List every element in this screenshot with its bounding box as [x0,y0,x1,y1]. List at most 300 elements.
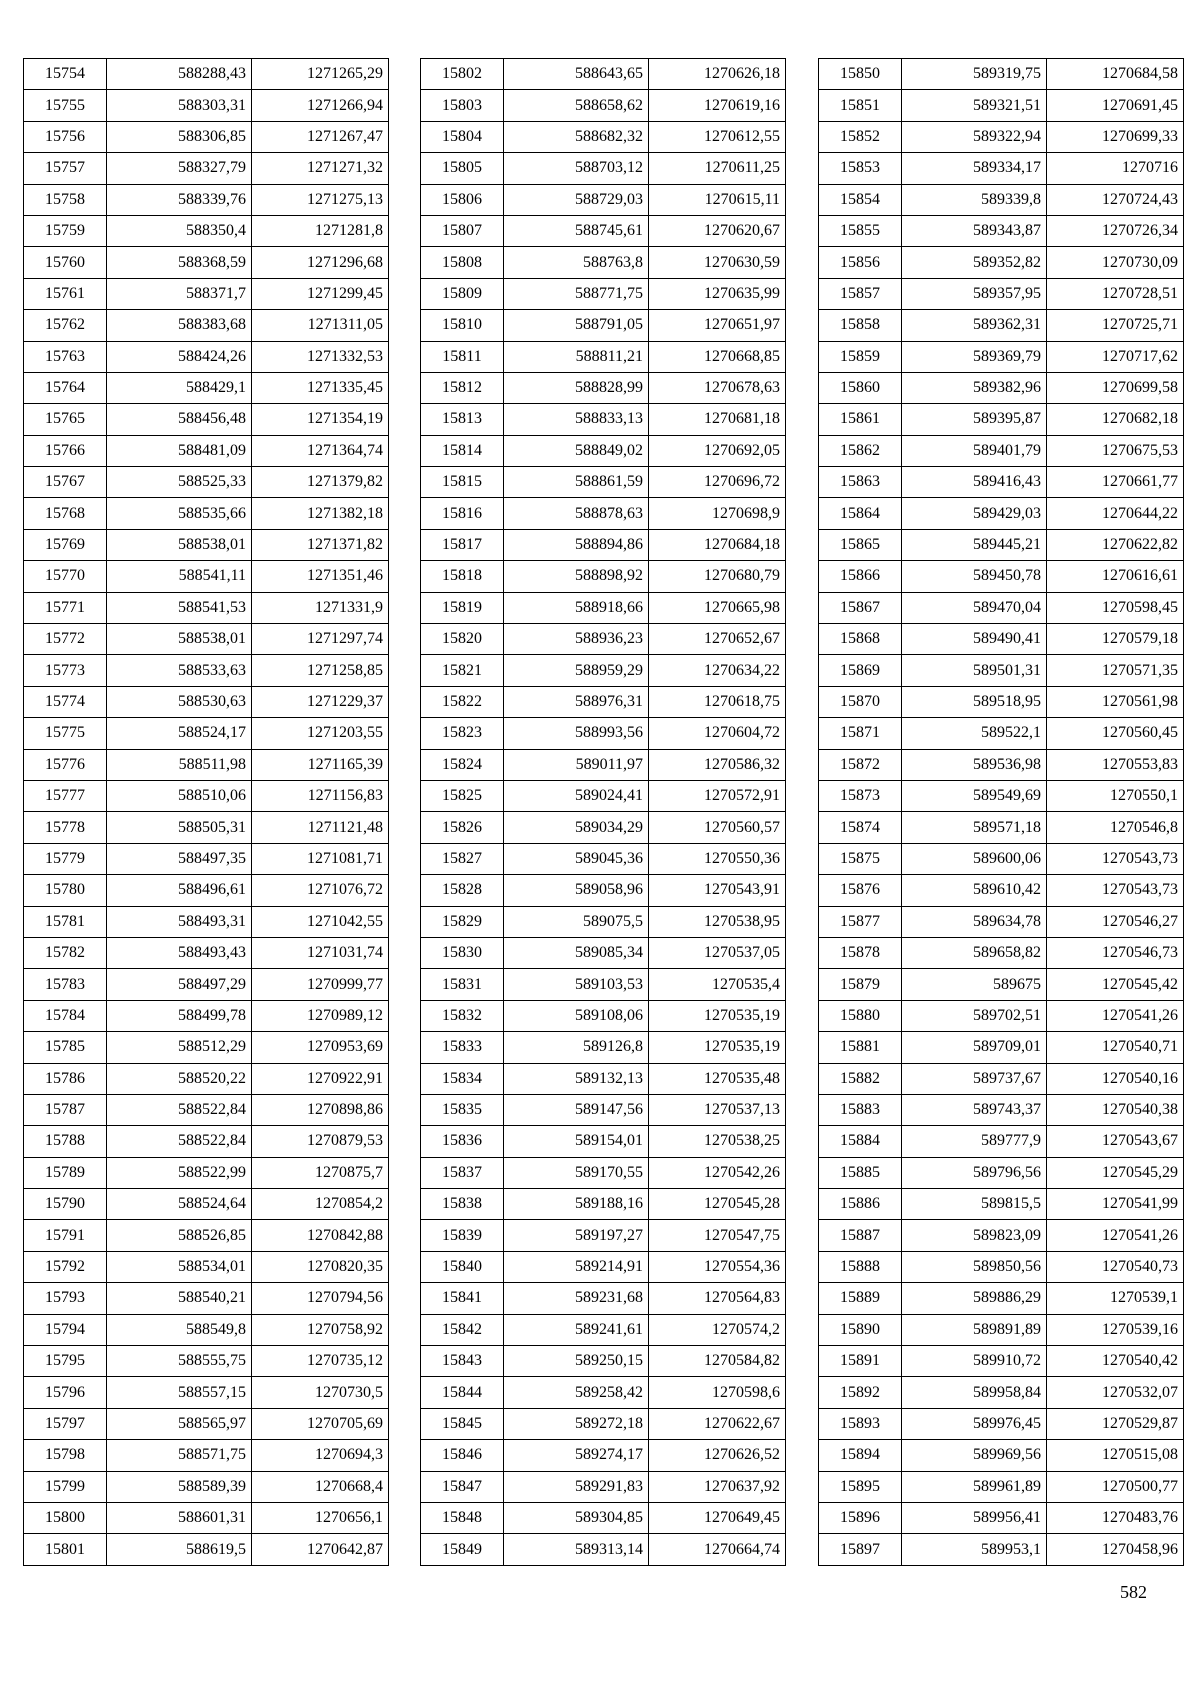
point-number-cell: 15839 [421,1220,504,1251]
x-coordinate-cell: 589536,98 [902,749,1047,780]
y-coordinate-cell: 1270586,32 [649,749,786,780]
y-coordinate-cell: 1270538,95 [649,906,786,937]
point-number-cell: 15780 [24,875,107,906]
table-row [421,529,786,560]
point-number-cell: 15820 [421,624,504,655]
table-row [819,843,1184,874]
y-coordinate-cell: 1270550,1 [1047,780,1184,811]
x-coordinate-cell: 588878,63 [504,498,649,529]
point-number-cell: 15842 [421,1314,504,1345]
y-coordinate-cell: 1270725,71 [1047,310,1184,341]
point-number-cell: 15863 [819,467,902,498]
x-coordinate-cell: 588306,85 [107,121,252,152]
table-row [819,718,1184,749]
point-number-cell: 15855 [819,215,902,246]
point-number-cell: 15757 [24,153,107,184]
x-coordinate-cell: 589737,67 [902,1063,1047,1094]
table-row [24,592,389,623]
table-row [819,59,1184,90]
point-number-cell: 15886 [819,1189,902,1220]
point-number-cell: 15880 [819,1000,902,1031]
table-row [24,1502,389,1533]
x-coordinate-cell: 589395,87 [902,404,1047,435]
point-number-cell: 15840 [421,1251,504,1282]
y-coordinate-cell: 1270540,73 [1047,1251,1184,1282]
table-row [819,561,1184,592]
table-row [819,1032,1184,1063]
point-number-cell: 15858 [819,310,902,341]
x-coordinate-cell: 588541,11 [107,561,252,592]
table-row [24,686,389,717]
y-coordinate-cell: 1270634,22 [649,655,786,686]
y-coordinate-cell: 1270691,45 [1047,90,1184,121]
point-number-cell: 15761 [24,278,107,309]
y-coordinate-cell: 1270543,67 [1047,1126,1184,1157]
point-number-cell: 15859 [819,341,902,372]
table-row [24,1126,389,1157]
table-row [421,1189,786,1220]
x-coordinate-cell: 589658,82 [902,937,1047,968]
point-number-cell: 15834 [421,1063,504,1094]
y-coordinate-cell: 1271266,94 [252,90,389,121]
point-number-cell: 15758 [24,184,107,215]
x-coordinate-cell: 588791,05 [504,310,649,341]
y-coordinate-cell: 1271332,53 [252,341,389,372]
table-row [24,812,389,843]
x-coordinate-cell: 589702,51 [902,1000,1047,1031]
y-coordinate-cell: 1270537,13 [649,1094,786,1125]
y-coordinate-cell: 1270539,16 [1047,1314,1184,1345]
x-coordinate-cell: 589743,37 [902,1094,1047,1125]
table-row [24,875,389,906]
table-row [819,1314,1184,1345]
y-coordinate-cell: 1270820,35 [252,1251,389,1282]
table-row [819,1189,1184,1220]
point-number-cell: 15808 [421,247,504,278]
table-row [819,1471,1184,1502]
y-coordinate-cell: 1270571,35 [1047,655,1184,686]
y-coordinate-cell: 1270458,96 [1047,1534,1184,1565]
y-coordinate-cell: 1270922,91 [252,1063,389,1094]
table-row [421,467,786,498]
x-coordinate-cell: 589170,55 [504,1157,649,1188]
table-row [421,969,786,1000]
x-coordinate-cell: 589126,8 [504,1032,649,1063]
x-coordinate-cell: 589549,69 [902,780,1047,811]
y-coordinate-cell: 1270572,91 [649,780,786,811]
x-coordinate-cell: 588811,21 [504,341,649,372]
y-coordinate-cell: 1271296,68 [252,247,389,278]
x-coordinate-cell: 588526,85 [107,1220,252,1251]
point-number-cell: 15775 [24,718,107,749]
table-row [819,812,1184,843]
y-coordinate-cell: 1270680,79 [649,561,786,592]
y-coordinate-cell: 1270626,18 [649,59,786,90]
x-coordinate-cell: 588771,75 [504,278,649,309]
point-number-cell: 15877 [819,906,902,937]
x-coordinate-cell: 589132,13 [504,1063,649,1094]
y-coordinate-cell: 1270699,58 [1047,372,1184,403]
point-number-cell: 15881 [819,1032,902,1063]
point-number-cell: 15756 [24,121,107,152]
table-row [819,435,1184,466]
table-row [24,404,389,435]
x-coordinate-cell: 588368,59 [107,247,252,278]
point-number-cell: 15773 [24,655,107,686]
y-coordinate-cell: 1271371,82 [252,529,389,560]
y-coordinate-cell: 1270684,18 [649,529,786,560]
point-number-cell: 15890 [819,1314,902,1345]
point-number-cell: 15768 [24,498,107,529]
table-row [819,529,1184,560]
y-coordinate-cell: 1270724,43 [1047,184,1184,215]
table-row [819,1534,1184,1565]
point-number-cell: 15777 [24,780,107,811]
y-coordinate-cell: 1271165,39 [252,749,389,780]
table-row [421,1377,786,1408]
x-coordinate-cell: 589976,45 [902,1408,1047,1439]
point-number-cell: 15804 [421,121,504,152]
x-coordinate-cell: 588849,02 [504,435,649,466]
x-coordinate-cell: 588535,66 [107,498,252,529]
x-coordinate-cell: 588505,31 [107,812,252,843]
x-coordinate-cell: 589188,16 [504,1189,649,1220]
table-row [24,1346,389,1377]
x-coordinate-cell: 589401,79 [902,435,1047,466]
y-coordinate-cell: 1270612,55 [649,121,786,152]
point-number-cell: 15759 [24,215,107,246]
table-row [24,1000,389,1031]
y-coordinate-cell: 1271354,19 [252,404,389,435]
table-row [24,372,389,403]
x-coordinate-cell: 588497,35 [107,843,252,874]
point-number-cell: 15895 [819,1471,902,1502]
x-coordinate-cell: 588522,99 [107,1157,252,1188]
point-number-cell: 15786 [24,1063,107,1094]
x-coordinate-cell: 588601,31 [107,1502,252,1533]
y-coordinate-cell: 1270651,97 [649,310,786,341]
y-coordinate-cell: 1271156,83 [252,780,389,811]
y-coordinate-cell: 1270554,36 [649,1251,786,1282]
point-number-cell: 15764 [24,372,107,403]
point-number-cell: 15801 [24,1534,107,1565]
y-coordinate-cell: 1271258,85 [252,655,389,686]
y-coordinate-cell: 1270547,75 [649,1220,786,1251]
table-row [421,341,786,372]
y-coordinate-cell: 1270604,72 [649,718,786,749]
y-coordinate-cell: 1271265,29 [252,59,389,90]
table-row [421,812,786,843]
point-number-cell: 15856 [819,247,902,278]
table-row [24,1094,389,1125]
table-row [421,1000,786,1031]
point-number-cell: 15793 [24,1283,107,1314]
table-row [421,718,786,749]
x-coordinate-cell: 589304,85 [504,1502,649,1533]
point-number-cell: 15897 [819,1534,902,1565]
table-row [24,1408,389,1439]
x-coordinate-cell: 588898,92 [504,561,649,592]
y-coordinate-cell: 1270989,12 [252,1000,389,1031]
y-coordinate-cell: 1270546,8 [1047,812,1184,843]
y-coordinate-cell: 1270543,73 [1047,843,1184,874]
point-number-cell: 15833 [421,1032,504,1063]
y-coordinate-cell: 1271335,45 [252,372,389,403]
y-coordinate-cell: 1270540,42 [1047,1346,1184,1377]
point-number-cell: 15879 [819,969,902,1000]
table-row [421,1283,786,1314]
table-row [24,780,389,811]
x-coordinate-cell: 589313,14 [504,1534,649,1565]
x-coordinate-cell: 589241,61 [504,1314,649,1345]
table-row [24,184,389,215]
table-row [421,1440,786,1471]
y-coordinate-cell: 1271267,47 [252,121,389,152]
point-number-cell: 15754 [24,59,107,90]
y-coordinate-cell: 1271382,18 [252,498,389,529]
point-number-cell: 15835 [421,1094,504,1125]
y-coordinate-cell: 1270618,75 [649,686,786,717]
point-number-cell: 15805 [421,153,504,184]
y-coordinate-cell: 1271203,55 [252,718,389,749]
point-number-cell: 15826 [421,812,504,843]
x-coordinate-cell: 589850,56 [902,1251,1047,1282]
y-coordinate-cell: 1270535,48 [649,1063,786,1094]
point-number-cell: 15763 [24,341,107,372]
x-coordinate-cell: 588541,53 [107,592,252,623]
table-row [819,404,1184,435]
point-number-cell: 15873 [819,780,902,811]
y-coordinate-cell: 1270668,4 [252,1471,389,1502]
table-row [819,1408,1184,1439]
y-coordinate-cell: 1270543,91 [649,875,786,906]
point-number-cell: 15836 [421,1126,504,1157]
table-row [24,153,389,184]
point-number-cell: 15850 [819,59,902,90]
point-number-cell: 15784 [24,1000,107,1031]
point-number-cell: 15829 [421,906,504,937]
y-coordinate-cell: 1270541,99 [1047,1189,1184,1220]
table-row [24,655,389,686]
y-coordinate-cell: 1270642,87 [252,1534,389,1565]
table-row [819,937,1184,968]
x-coordinate-cell: 589250,15 [504,1346,649,1377]
point-number-cell: 15869 [819,655,902,686]
table-row [819,969,1184,1000]
y-coordinate-cell: 1270716 [1047,153,1184,184]
point-number-cell: 15837 [421,1157,504,1188]
x-coordinate-cell: 588538,01 [107,529,252,560]
point-number-cell: 15774 [24,686,107,717]
point-number-cell: 15816 [421,498,504,529]
x-coordinate-cell: 588524,64 [107,1189,252,1220]
y-coordinate-cell: 1270541,26 [1047,1000,1184,1031]
x-coordinate-cell: 589034,29 [504,812,649,843]
y-coordinate-cell: 1270656,1 [252,1502,389,1533]
y-coordinate-cell: 1270560,57 [649,812,786,843]
x-coordinate-cell: 589214,91 [504,1251,649,1282]
y-coordinate-cell: 1271275,13 [252,184,389,215]
point-number-cell: 15767 [24,467,107,498]
table-row [421,404,786,435]
x-coordinate-cell: 588534,01 [107,1251,252,1282]
point-number-cell: 15845 [421,1408,504,1439]
x-coordinate-cell: 589522,1 [902,718,1047,749]
table-row [421,1471,786,1502]
point-number-cell: 15878 [819,937,902,968]
x-coordinate-cell: 589291,83 [504,1471,649,1502]
table-row [24,498,389,529]
y-coordinate-cell: 1270717,62 [1047,341,1184,372]
coordinate-table-1 [23,58,389,1566]
point-number-cell: 15874 [819,812,902,843]
point-number-cell: 15854 [819,184,902,215]
x-coordinate-cell: 589085,34 [504,937,649,968]
table-row [819,749,1184,780]
point-number-cell: 15848 [421,1502,504,1533]
y-coordinate-cell: 1270574,2 [649,1314,786,1345]
point-number-cell: 15828 [421,875,504,906]
y-coordinate-cell: 1270696,72 [649,467,786,498]
x-coordinate-cell: 588510,06 [107,780,252,811]
x-coordinate-cell: 588557,15 [107,1377,252,1408]
x-coordinate-cell: 589610,42 [902,875,1047,906]
y-coordinate-cell: 1270538,25 [649,1126,786,1157]
point-number-cell: 15814 [421,435,504,466]
table-row [24,561,389,592]
x-coordinate-cell: 589274,17 [504,1440,649,1471]
y-coordinate-cell: 1270842,88 [252,1220,389,1251]
point-number-cell: 15787 [24,1094,107,1125]
table-row [24,1534,389,1565]
point-number-cell: 15844 [421,1377,504,1408]
point-number-cell: 15772 [24,624,107,655]
x-coordinate-cell: 588327,79 [107,153,252,184]
y-coordinate-cell: 1270543,73 [1047,875,1184,906]
point-number-cell: 15885 [819,1157,902,1188]
table-row [24,1440,389,1471]
page-number: 582 [1120,1582,1147,1602]
point-number-cell: 15783 [24,969,107,1000]
point-number-cell: 15823 [421,718,504,749]
y-coordinate-cell: 1270682,18 [1047,404,1184,435]
y-coordinate-cell: 1270730,5 [252,1377,389,1408]
table-row [421,561,786,592]
table-row [819,1157,1184,1188]
x-coordinate-cell: 588540,21 [107,1283,252,1314]
table-row [819,278,1184,309]
x-coordinate-cell: 589600,06 [902,843,1047,874]
table-row [24,1063,389,1094]
x-coordinate-cell: 589322,94 [902,121,1047,152]
table-row [421,372,786,403]
point-number-cell: 15785 [24,1032,107,1063]
point-number-cell: 15806 [421,184,504,215]
point-number-cell: 15790 [24,1189,107,1220]
x-coordinate-cell: 589011,97 [504,749,649,780]
point-number-cell: 15862 [819,435,902,466]
point-number-cell: 15755 [24,90,107,121]
y-coordinate-cell: 1270561,98 [1047,686,1184,717]
point-number-cell: 15821 [421,655,504,686]
y-coordinate-cell: 1271299,45 [252,278,389,309]
y-coordinate-cell: 1270553,83 [1047,749,1184,780]
y-coordinate-cell: 1270535,19 [649,1000,786,1031]
y-coordinate-cell: 1270619,16 [649,90,786,121]
point-number-cell: 15849 [421,1534,504,1565]
table-row [24,749,389,780]
table-row [24,1283,389,1314]
point-number-cell: 15770 [24,561,107,592]
point-number-cell: 15811 [421,341,504,372]
y-coordinate-cell: 1271229,37 [252,686,389,717]
x-coordinate-cell: 588549,8 [107,1314,252,1345]
y-coordinate-cell: 1271031,74 [252,937,389,968]
y-coordinate-cell: 1270652,67 [649,624,786,655]
table-row [421,153,786,184]
point-number-cell: 15771 [24,592,107,623]
table-row [421,937,786,968]
table-row [421,90,786,121]
x-coordinate-cell: 588530,63 [107,686,252,717]
table-row [24,1032,389,1063]
table-row [421,1220,786,1251]
x-coordinate-cell: 588936,23 [504,624,649,655]
x-coordinate-cell: 588371,7 [107,278,252,309]
x-coordinate-cell: 588520,22 [107,1063,252,1094]
table-row [819,1000,1184,1031]
y-coordinate-cell: 1270875,7 [252,1157,389,1188]
y-coordinate-cell: 1270649,45 [649,1502,786,1533]
y-coordinate-cell: 1270735,12 [252,1346,389,1377]
x-coordinate-cell: 588643,65 [504,59,649,90]
point-number-cell: 15847 [421,1471,504,1502]
table-row [421,1063,786,1094]
table-row [24,310,389,341]
table-row [421,278,786,309]
y-coordinate-cell: 1271331,9 [252,592,389,623]
table-row [421,247,786,278]
point-number-cell: 15852 [819,121,902,152]
x-coordinate-cell: 589339,8 [902,184,1047,215]
point-number-cell: 15809 [421,278,504,309]
table-row [421,310,786,341]
table-row [24,1220,389,1251]
point-number-cell: 15779 [24,843,107,874]
table-row [421,1126,786,1157]
x-coordinate-cell: 588350,4 [107,215,252,246]
table-row [819,1063,1184,1094]
y-coordinate-cell: 1270726,34 [1047,215,1184,246]
x-coordinate-cell: 588538,01 [107,624,252,655]
table-row [24,247,389,278]
y-coordinate-cell: 1270661,77 [1047,467,1184,498]
y-coordinate-cell: 1270615,11 [649,184,786,215]
x-coordinate-cell: 588918,66 [504,592,649,623]
point-number-cell: 15782 [24,937,107,968]
point-number-cell: 15800 [24,1502,107,1533]
point-number-cell: 15868 [819,624,902,655]
table-row [24,969,389,1000]
point-number-cell: 15825 [421,780,504,811]
table-row [24,59,389,90]
x-coordinate-cell: 588522,84 [107,1126,252,1157]
table-row [421,1534,786,1565]
table-row [421,435,786,466]
point-number-cell: 15802 [421,59,504,90]
point-number-cell: 15794 [24,1314,107,1345]
point-number-cell: 15822 [421,686,504,717]
